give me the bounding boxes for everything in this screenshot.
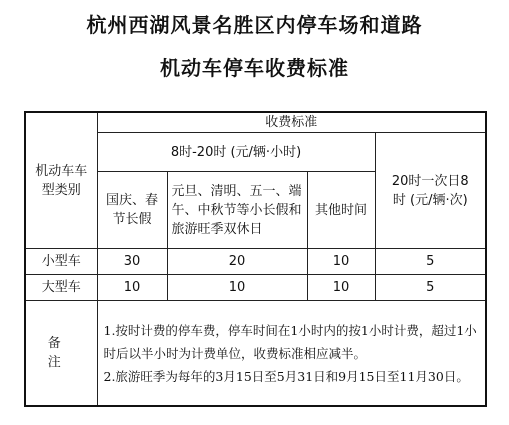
vehicle-type-header: 机动车车型类别 bbox=[25, 112, 97, 249]
table-row bbox=[25, 249, 486, 275]
notes-label: 备 注 bbox=[25, 301, 97, 407]
national-day-spring-festival-header: 国庆、春节长假 bbox=[97, 172, 167, 249]
parking-fee-table bbox=[24, 111, 487, 407]
table-cell: 10 bbox=[307, 275, 375, 301]
table-cell: 10 bbox=[307, 249, 375, 275]
note-item: 1.按时计费的停车费，停车时间在1小时内的按1小时计费，超过1小时后以半小时为计费单位，收费标准相应减半。 bbox=[103, 322, 477, 361]
table-cell: 5 bbox=[375, 249, 486, 275]
vehicle-type-small: 小型车 bbox=[25, 249, 97, 275]
page-title-line-2: 机动车停车收费标准 bbox=[160, 56, 349, 80]
night-header: 20时一次日8时 (元/辆·次) bbox=[375, 133, 486, 249]
table-row bbox=[25, 275, 486, 301]
table-cell: 20 bbox=[167, 249, 307, 275]
page-title-line-1: 杭州西湖风景名胜区内停车场和道路 bbox=[86, 13, 423, 37]
table-cell: 10 bbox=[97, 275, 167, 301]
fee-standard-header: 收费标准 bbox=[97, 112, 486, 133]
table-header-row-1 bbox=[25, 112, 486, 133]
notes-content bbox=[97, 301, 486, 407]
daytime-header: 8时-20时 (元/辆·小时) bbox=[97, 133, 375, 172]
notes-row bbox=[25, 301, 486, 407]
vehicle-type-large: 大型车 bbox=[25, 275, 97, 301]
other-time-header: 其他时间 bbox=[307, 172, 375, 249]
note-item: 2.旅游旺季为每年的3月15日至5月31日和9月15日至11月30日。 bbox=[103, 368, 469, 384]
table-cell: 10 bbox=[167, 275, 307, 301]
holidays-header: 元旦、清明、五一、端午、中秋节等小长假和旅游旺季双休日 bbox=[167, 172, 307, 249]
table-cell: 30 bbox=[97, 249, 167, 275]
table-cell: 5 bbox=[375, 275, 486, 301]
